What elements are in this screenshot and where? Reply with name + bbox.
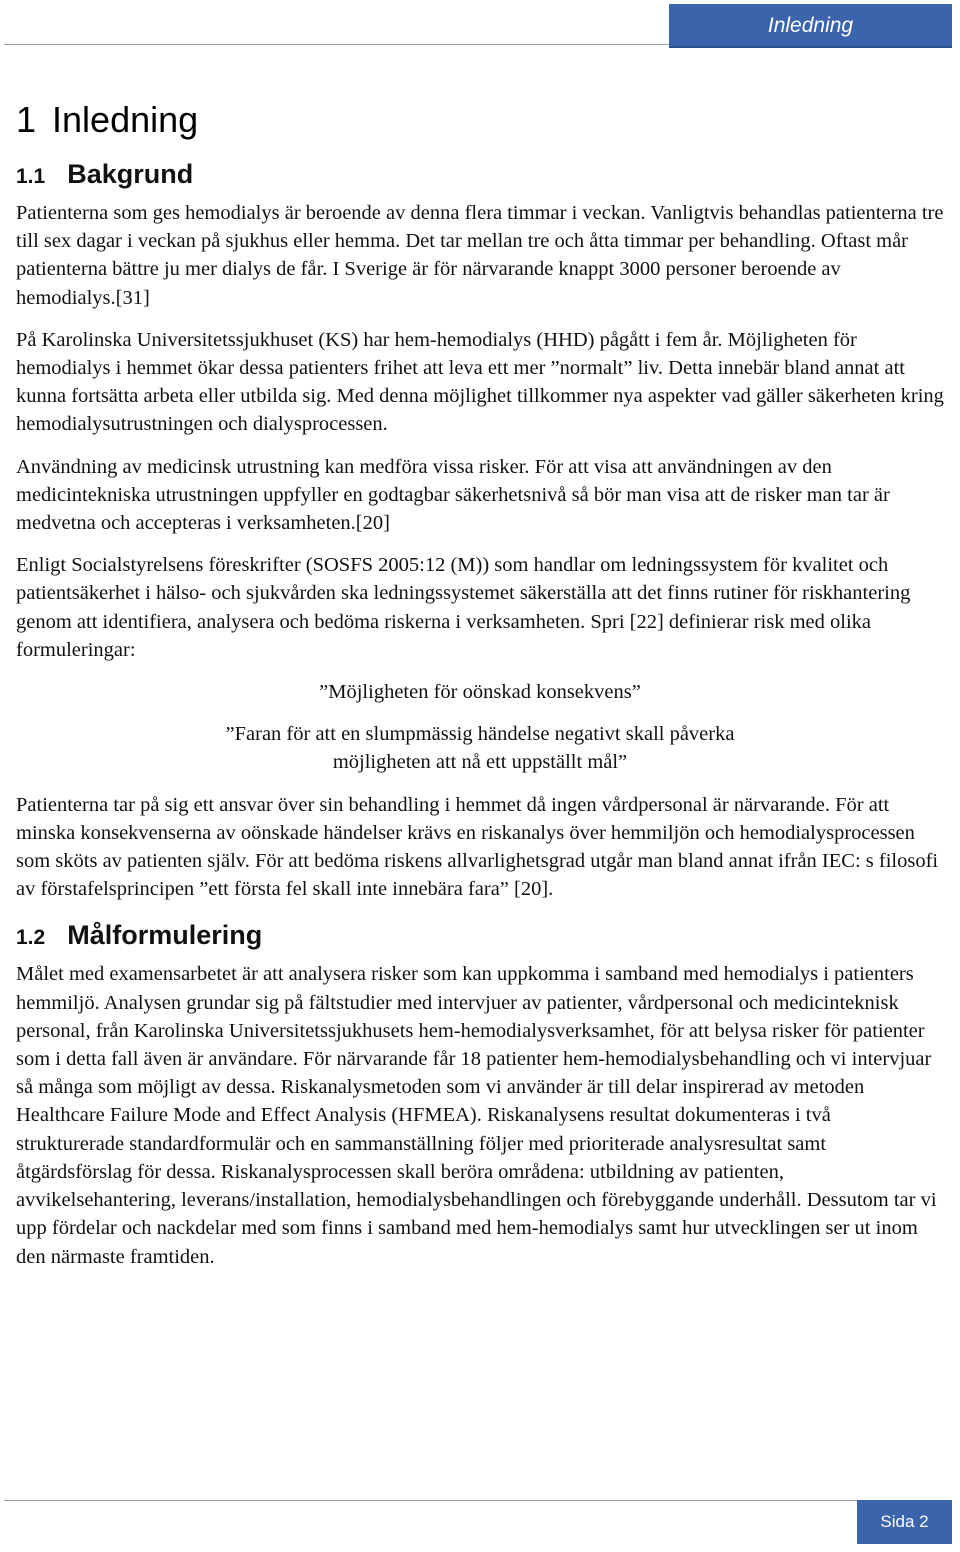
risk-definition-quote-1: [16, 678, 944, 706]
section-heading-malformulering: [16, 917, 944, 956]
page-content: [16, 96, 944, 1285]
paragraph: På Karolinska Universitetssjukhuset (KS) har hem-hemodialys (HHD) pågått i fem år. Möjligheten för hemodialys i hemmet ökar dessa patienters frihet att leva ett mer ”normalt” liv. Detta innebär bland annat att kunna fortsätta arbeta eller utbilda sig. Med denna möjlighet tillkommer nya aspekter vad gäller säkerheten kring hemodialysutrustningen och dialysprocessen.: [16, 328, 944, 436]
paragraph: Målet med examensarbetet är att analysera risker som kan uppkomma i samband med hemodialys i patienters hemmiljö. Analysen grundar sig på fältstudier med intervjuer av patienter, vårdpersonal och medicinteknisk personal, från Karolinska Universitetssjukhusets hem-hemodialysverksamhet, för att belysa risker för patienter som i detta fall även är användare. För närvarande får 18 patienter hem-hemodialysbehandling och vi intervjuar så många som möjligt av dessa. Riskanalysmetoden som vi använder är till delar inspirerad av metoden Healthcare Failure Mode and Effect Analysis (HFMEA). Riskanalysens resultat dokumenteras i två strukturerade standardformulär och en sammanställning följer med prioriterade analysresultat samt åtgärdsförslag för dessa. Riskanalysprocessen skall beröra områdena: utbildning av patienten, avvikelsehantering, leverans/installation, hemodialysbehandlingen och förebyggande underhåll. Dessutom tar vi upp fördelar och nackdelar med som finns i samband med hem-hemodialys samt hur utvecklingen ser ut inom den närmaste framtiden.: [16, 963, 937, 1268]
quote-line: möjligheten att nå ett uppställt mål”: [332, 751, 628, 774]
running-header: Inledning: [669, 4, 952, 48]
quote-line: ”Faran för att en slumpmässig händelse negativt skall påverka: [225, 723, 735, 746]
paragraph: Enligt Socialstyrelsens föreskrifter (SOSFS 2005:12 (M)) som handlar om ledningssystem för kvalitet och patientsäkerhet i hälso- och sjukvården ska ledningssystemet säkerställa att det finns rutiner för riskhantering genom att identifiera, analysera och bedöma riskerna i verksamheten. Spri [22] definierar risk med olika formuleringar:: [16, 554, 911, 661]
paragraph: Användning av medicinsk utrustning kan medföra vissa risker. För att visa att användningen av den medicintekniska utrustningen uppfyller en godtagbar säkerhetsnivå så bör man visa att de risker man tar är medvetna och accepteras i verksamheten.[20]: [16, 455, 890, 535]
quote-line: ”Möjligheten för oönskad konsekvens”: [319, 681, 641, 704]
paragraph: Patienterna som ges hemodialys är beroende av denna flera timmar i veckan. Vanligtvis behandlas patienterna tre till sex dagar i veckan på sjukhus eller hemma. Det tar mellan tre och åtta timmar per behandling. Oftast mår patienterna bättre ju mer dialys de får. I Sverige är för närvarande knappt 3000 personer beroende av hemodialys.[31]: [16, 202, 944, 309]
section-number: 1.2: [16, 926, 46, 950]
section-title: Målformulering: [67, 920, 263, 951]
section-title: Bakgrund: [67, 159, 194, 189]
section-heading-bakgrund: [16, 156, 944, 195]
chapter-title: Inledning: [52, 99, 199, 140]
section-number: 1.1: [16, 165, 46, 188]
footer-rule: [4, 1500, 952, 1501]
paragraph: Patienterna tar på sig ett ansvar över sin behandling i hemmet då ingen vårdpersonal är närvarande. För att minska konsekvenserna av oönskade händelser krävs en riskanalys över hemmiljön och hemodialysprocessen som sköts av patienten själv. För att bedöma riskens allvarlighetsgrad utgår man bland annat ifrån IEC: s filosofi av förstafelsprincipen ”ett första fel skall inte innebära fara” [20].: [16, 793, 939, 901]
page-number-badge: Sida 2: [857, 1500, 952, 1544]
chapter-heading: [16, 96, 944, 144]
risk-definition-quote-2: [16, 720, 944, 776]
chapter-number: 1: [16, 99, 37, 140]
